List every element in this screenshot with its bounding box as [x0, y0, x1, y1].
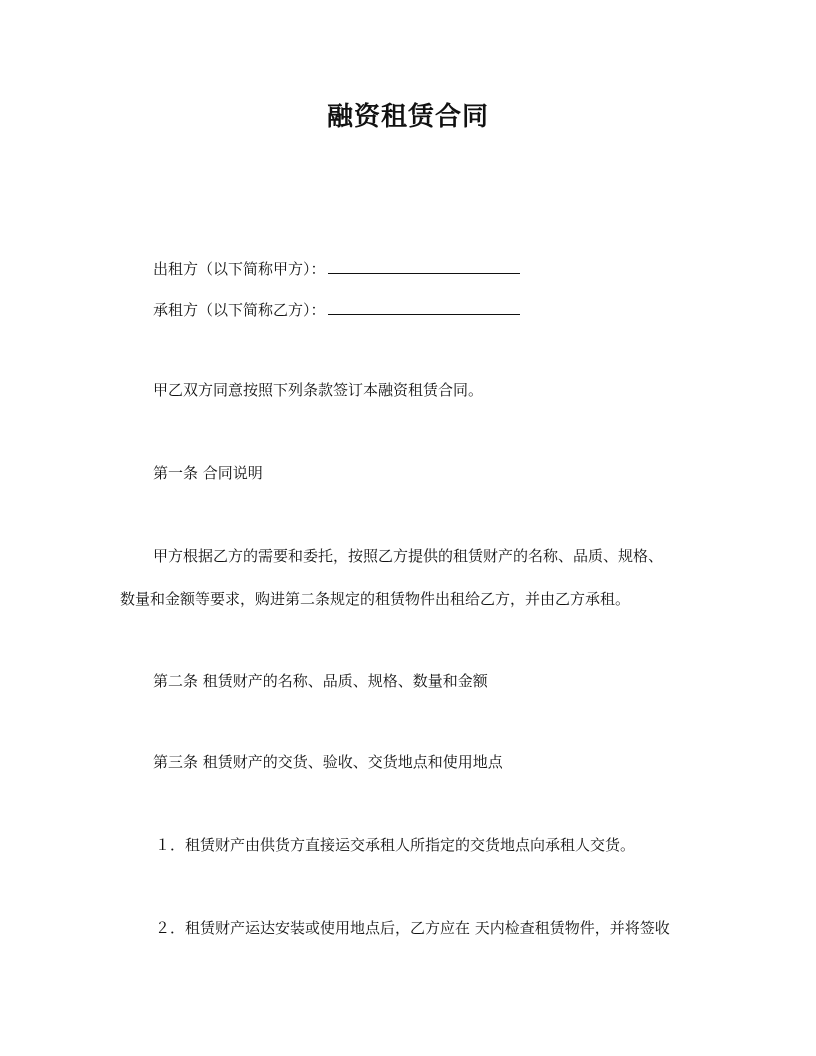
article-3-heading: 第三条 租赁财产的交货、验收、交货地点和使用地点 [153, 753, 503, 771]
article-1-line-1: 甲方根据乙方的需要和委托，按照乙方提供的租赁财产的名称、品质、规格、 [153, 547, 664, 565]
article-2-heading: 第二条 租赁财产的名称、品质、规格、数量和金额 [153, 672, 488, 690]
lessor-line [153, 257, 733, 279]
article-3-item-1: １．租赁财产由供货方直接运交承租人所指定的交货地点向承租人交货。 [155, 836, 636, 854]
article-1-line-2: 数量和金额等要求，购进第二条规定的租赁物件出租给乙方，并由乙方承租。 [120, 590, 631, 608]
intro-paragraph: 甲乙双方同意按照下列条款签订本融资租赁合同。 [153, 381, 484, 399]
document-title: 融资租赁合同 [326, 102, 489, 132]
lessor-blank [328, 257, 520, 274]
article-1-heading: 第一条 合同说明 [153, 464, 263, 482]
article-3-item-2: ２．租赁财产运达安装或使用地点后，乙方应在 天内检查租赁物件，并将签收 [155, 919, 670, 937]
lessee-label: 承租方（以下简称乙方）： [153, 301, 326, 319]
lessor-label: 出租方（以下简称甲方）： [153, 260, 326, 278]
lessee-blank [328, 298, 520, 315]
lessee-line [153, 298, 733, 320]
